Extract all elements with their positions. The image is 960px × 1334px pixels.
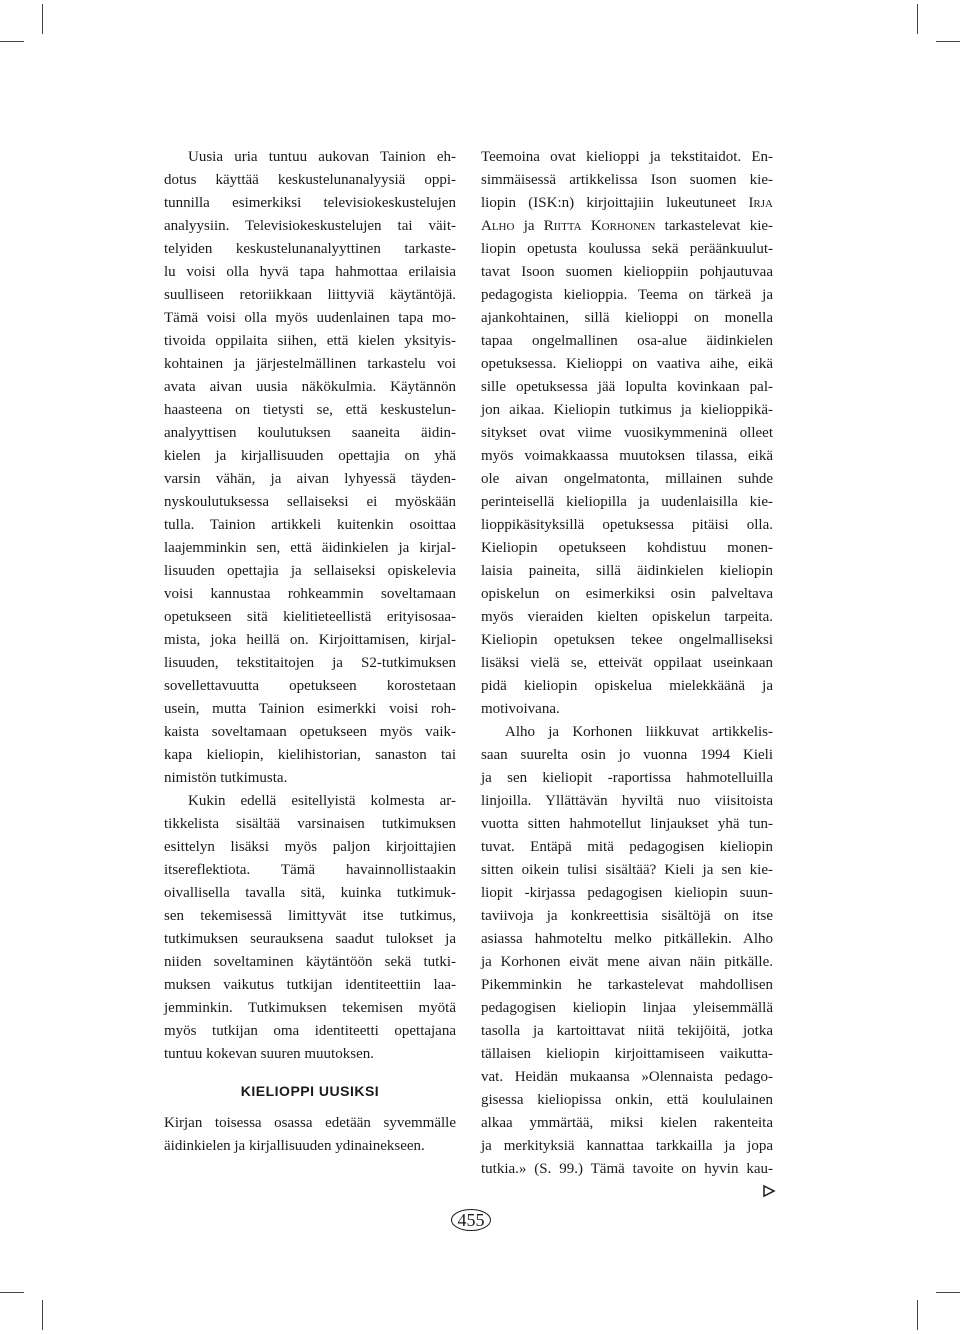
text-line: mista, joka heillä on. Kirjoittamisen, kirjal- [164,632,456,648]
text-line: linjoilla. Yllättävän hyviltä nuo viisitoista [481,793,773,809]
right-column [481,146,773,1181]
text-line: Alho ja Korhonen liikkuvat artikkelis- [505,724,773,740]
text-line: avata aivan uusia näkökulmia. Käytännön [164,379,456,395]
text-line: pedagogisen kieliopin linjaa yleisemmällä [481,1000,773,1016]
text-line: vuotta sitten hahmotellut linjaukset yhä tun- [481,816,773,832]
text-line: laisia paineita, sillä äidinkielen kieliopin [481,563,773,579]
text-line: lisäksi vielä se, etteivät oppilaat useinkaan [481,655,773,671]
text-line: tutkimuksen seurauksena saadut tulokset ja [164,931,456,947]
text-line: kaista soveltamaan opetukseen myös vaik- [164,724,456,740]
text-line: Teemoina ovat kielioppi ja tekstitaidot. En- [481,149,773,165]
text-line: muksen vaikutus tutkijan identiteettiin laa- [164,977,456,993]
text-line: niiden soveltaminen käytäntöön sekä tutki- [164,954,456,970]
text-line: suulliseen retoriikkaan liittyviä käytäntöjä. [164,287,456,303]
text-line: sen tekemisessä limittyvät itse tutkimus, [164,908,456,924]
text-line: nyskoulutuksessa sellaiseksi ei myöskään [164,494,456,510]
text-line: lisuuden opettajia ja sellaiseksi opiskelevia [164,563,456,579]
text-line: liopit -kirjassa pedagogisen kieliopin suun- [481,885,773,901]
text-line: Pikemminkin he tarkastelevat mahdollisen [481,977,773,993]
text-line: analyyttisen koulutuksen saaneita äidin- [164,425,456,441]
text-line: ja sen kieliopit -raportissa hahmotelluilla [481,770,773,786]
crop-mark-bottom-right-h [936,1292,960,1293]
crop-mark-bottom-left-v [42,1300,43,1330]
text-line: Kieliopin opetukseen kohdistuu monen- [481,540,773,556]
author-name: Riitta [543,218,582,234]
text-line: kapa kieliopin, kielihistorian, sanaston tai [164,747,456,763]
text-line: kielen ja kirjallisuuden opettajia on yhä [164,448,456,464]
crop-mark-top-left-v [42,4,43,34]
text-line: sitykset ovat viime vuosikymmeninä olleet [481,425,773,441]
left-column [164,146,456,1158]
text-line: tasolla ja kartoittavat niitä tekijöitä, jotka [481,1023,773,1039]
text-line: opiskelun on esimerkiksi osin palveltava [481,586,773,602]
paragraph [481,721,773,1181]
text-fragment: tarkastelevat kie- [664,218,774,234]
text-line: Kieliopin opetuksen tekee ongelmalliseksi [481,632,773,648]
text-line: tuvat. Entäpä mitä pedagogisen kieliopin [481,839,773,855]
crop-mark-top-right-h [936,41,960,42]
text-line: opetuksessa. Kielioppi on vaativa aihe, eikä [481,356,773,372]
text-line: motivoivana. [481,701,560,717]
text-line: äidinkielen ja kirjallisuuden ydinainekseen. [164,1138,425,1154]
text-line: kohtainen ja järjestelmällinen tarkastelu voi [164,356,456,372]
text-line: pidä kieliopin opiskelua mielekkäänä ja [481,678,773,694]
text-line: jemminkin. Tutkimuksen tekemisen myötä [164,1000,456,1016]
text-line: jon aikaa. Kieliopin tutkimus ja kielioppikä- [481,402,773,418]
text-line: pedagogista kielioppia. Teema on tärkeä ja [481,287,773,303]
triangle-right-icon [762,1184,776,1198]
text-line: esittelyn lisäksi myös paljon kirjoittajien [164,839,456,855]
text-line: Tämä voisi olla myös uudenlainen tapa mo- [164,310,456,326]
section-heading-block [164,1066,456,1112]
text-line: varsin vähän, ja aivan lyhyessä täyden- [164,471,456,487]
text-line: laajemminkin sen, että äidinkielen ja kirjal- [164,540,456,556]
text-line: lisuuden, tekstitaitojen ja S2-tutkimuksen [164,655,456,671]
page-number [450,1208,492,1232]
paragraph [481,238,773,721]
conjunction: ja [523,218,535,234]
paragraph [164,1112,456,1158]
author-name: Irja [748,195,773,211]
paragraph [164,146,456,790]
text-line: ja merkityksiä kannattaa tarkkailla ja jopa [481,1138,773,1154]
text-line: haasteena on tietysti se, että keskustelun- [164,402,456,418]
text-line-authors [481,215,773,238]
section-heading: KIELIOPPI UUSIKSI [240,1083,380,1099]
author-name: Alho [481,218,515,234]
text-line: Uusia uria tuntuu aukovan Tainion eh- [188,149,456,165]
text-line: tikkelista sisältää varsinaisen tutkimuksen [164,816,456,832]
text-line: ja Korhonen eivät mene aivan näin pitkälle. [481,954,773,970]
text-line: sovellettavuutta opetukseen korostetaan [164,678,456,694]
text-line: ajankohtainen, sillä kielioppi on monella [481,310,773,326]
text-line: sille opetuksessa jää lopulta kovinkaan pal- [481,379,773,395]
text-line: itsereflektiota. Tämä havainnollistaakin [164,862,456,878]
text-line: perinteisellä kieliopilla ja uudenlaisilla kie- [481,494,773,510]
text-line: saan suurelta osin jo vuonna 1994 Kieli [481,747,773,763]
text-line: nimistön tutkimusta. [164,770,288,786]
text-line: tavat Isoon suomen kielioppiin pohjautuvaa [481,264,773,280]
text-line: myös voimakkaassa muutoksen tilassa, eikä [481,448,773,464]
text-line: telyiden keskustelunanalyyttinen tarkaste- [164,241,456,257]
text-line: vat. Heidän mukaansa »Olennaista pedago- [481,1069,773,1085]
text-line: voisi kannustaa rohkeammin soveltamaan [164,586,456,602]
crop-mark-bottom-left-h [0,1292,24,1293]
crop-mark-top-left-h [0,41,24,42]
text-line: Kukin edellä esitellyistä kolmesta ar- [188,793,456,809]
text-line: simmäisessä artikkelissa Ison suomen kie- [481,172,773,188]
text-line: analyysiin. Televisiokeskustelujen tai väit- [164,218,456,234]
text-line: tivoida oppilaita siihen, että kielen yksityis- [164,333,456,349]
text-line: Kirjan toisessa osassa edetään syvemmälle [164,1115,456,1131]
text-line: tulla. Tainion artikkeli kuitenkin osoittaa [164,517,456,533]
text-line: ole aivan ongelmatonta, millainen suhde [481,471,773,487]
text-line: liopin (ISK:n) kirjoittajiin lukeutuneet Irja [481,195,773,211]
text-line: myös vieraiden kielten opiskelun tarpeita. [481,609,773,625]
text-line: sitten oikein tulisi sisältää? Kieli ja sen kie- [481,862,773,878]
crop-mark-top-right-v [917,4,918,34]
text-line: tällaisen kieliopin kirjoittamiseen vaikutta- [481,1046,773,1062]
author-name: Korhonen [590,218,656,234]
text-line: gisessa kieliopissa onkin, että koululainen [481,1092,773,1108]
text-line: asiassa hahmoteltu melko pitkällekin. Alho [481,931,773,947]
text-line: liopin opetusta koulussa sekä peräänkuulut- [481,241,773,257]
text-line: usein, mutta Tainion esimerkki voisi roh- [164,701,456,717]
text-line: dotus käyttää keskustelunanalyysiä oppi- [164,172,456,188]
text-line: alkaa ymmärtää, miksi kielen rakenteita [481,1115,773,1131]
crop-mark-bottom-right-v [917,1300,918,1330]
text-line: tutkia.» (S. 99.) Tämä tavoite on hyvin kau- [481,1161,773,1177]
text-line: lu voisi olla hyvä tapa hahmottaa erilaisia [164,264,456,280]
text-line: oivallisella tavalla sitä, kuinka tutkimuk- [164,885,456,901]
text-line: lioppikäsityksillä opetuksessa pitäisi olla. [481,517,773,533]
text-line: tunnilla esimerkiksi televisiokeskustelujen [164,195,456,211]
page-number-text: 455 [457,1209,485,1230]
text-line: tapaa ongelmallinen osa-alue äidinkielen [481,333,773,349]
text-line: taviivoja ja konkreettisia sisältöjä on itse [481,908,773,924]
text-line: tuntuu kokevan suuren muutoksen. [164,1046,374,1062]
text-line: myös tutkijan oma identiteetti opettajana [164,1023,456,1039]
paragraph [164,790,456,1066]
text-line: opetukseen sitä kielitieteellistä erityisosaa- [164,609,456,625]
